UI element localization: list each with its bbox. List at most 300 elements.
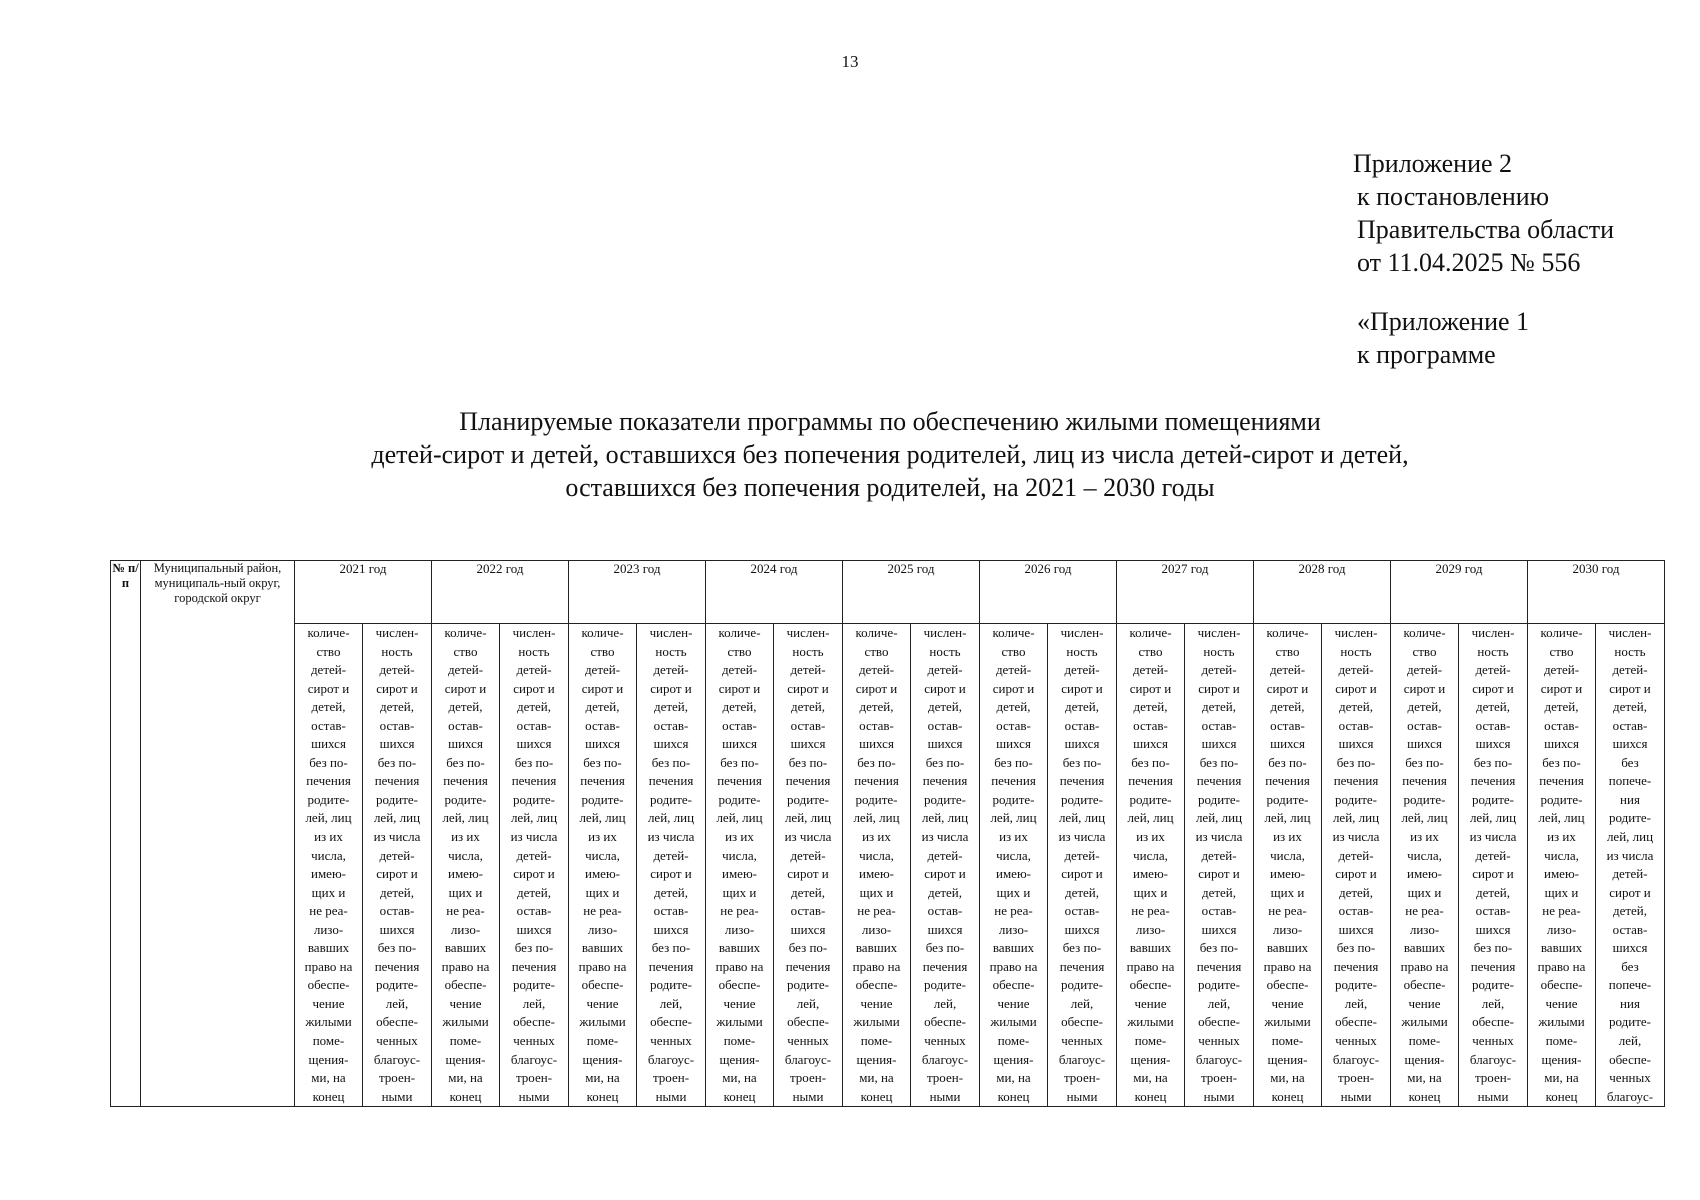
subheader-line: сирот и [650, 866, 692, 882]
subheader-line: лизо- [724, 921, 755, 937]
subheader-line: сирот и [1198, 680, 1240, 696]
subheader-line: лей, лиц [647, 810, 695, 826]
subheader-line: конец [1271, 1088, 1304, 1104]
subheader-number-provided [1596, 624, 1665, 1107]
subheader-line: количе- [1266, 625, 1309, 640]
subheader-line: числа, [585, 847, 620, 863]
subheader-line: детей- [927, 662, 963, 678]
subheader-line: вавших [1129, 940, 1172, 956]
subheader-line: обеспе- [307, 977, 350, 993]
subheader-line: ство [1001, 643, 1026, 659]
year-header: 2028 год [1254, 561, 1391, 624]
subheader-line: из числа [1469, 829, 1517, 845]
subheader-line: количе- [444, 625, 487, 640]
subheader-line: числен- [1334, 625, 1378, 640]
subheader-line: печения [1059, 773, 1105, 789]
subheader-line: без по- [1131, 754, 1170, 770]
subheader-line: родите- [1609, 810, 1651, 826]
subheader-line: вавших [718, 940, 761, 956]
subheader-line: не реа- [1268, 903, 1307, 919]
subheader-line: чение [860, 995, 893, 1011]
subheader-line: поме- [997, 1033, 1030, 1049]
subheader-count [706, 624, 774, 1107]
subheader-line: не реа- [994, 903, 1033, 919]
subheader-line: родите- [1472, 977, 1514, 993]
subheader-line: троен- [926, 1070, 964, 1086]
subheader-line: детей- [516, 847, 552, 863]
subheader-line: щения- [1541, 1051, 1582, 1067]
column-number-header: № п/п [111, 561, 141, 1107]
subheader-line: не реа- [1405, 903, 1444, 919]
subheader-line: родите- [1335, 977, 1377, 993]
subheader-line: троен- [652, 1070, 690, 1086]
subheader-line: без по- [309, 754, 348, 770]
subheader-line: родите- [924, 791, 966, 807]
subheader-line: без по- [1542, 754, 1581, 770]
subheader-line: детей, [1612, 699, 1648, 715]
subheader-line: остав- [1475, 717, 1511, 733]
subheader-number-provided [911, 624, 980, 1107]
subheader-line: печения [922, 773, 968, 789]
subheader-line: шихся [1133, 736, 1168, 752]
subheader-line: попече- [1608, 977, 1652, 993]
subheader-line: лизо- [313, 921, 344, 937]
subheader-line: ченных [787, 1033, 829, 1049]
subheader-line: остав- [1201, 903, 1237, 919]
subheader-line: без по- [857, 754, 896, 770]
subheader-line: лей, [1344, 995, 1368, 1011]
column-region-header: Муниципальный район, муниципаль-ный округ, городской округ [141, 561, 295, 1107]
subheader-line: поме- [1545, 1033, 1578, 1049]
subheader-line: имею- [1133, 866, 1168, 882]
year-header: 2029 год [1391, 561, 1528, 624]
subheader-line: не реа- [446, 903, 485, 919]
subheader-line: сирот и [924, 866, 966, 882]
subheader-line: лей, лиц [1264, 810, 1311, 826]
subheader-line: шихся [1612, 736, 1648, 752]
subheader-line: ными [929, 1088, 961, 1104]
subheader-line: благоус- [921, 1051, 969, 1067]
subheader-line: без по- [720, 754, 759, 770]
subheader-line: шихся [653, 921, 689, 937]
subheader-line: троен- [789, 1070, 827, 1086]
subheader-line: конец [997, 1088, 1030, 1104]
subheader-line: лей, лиц [1332, 810, 1380, 826]
subheader-line: лей, лиц [990, 810, 1037, 826]
subheader-line: из числа [373, 829, 421, 845]
subheader-line: обеспе- [1335, 1014, 1377, 1030]
subheader-line: ными [518, 1088, 550, 1104]
subheader-line: без по- [377, 940, 417, 956]
subheader-line: право на [989, 958, 1038, 974]
subheader-line: обеспе- [855, 977, 898, 993]
subheader-line: родите- [376, 791, 418, 807]
subheader-line: сирот и [787, 680, 829, 696]
subheader-line: детей- [1064, 847, 1100, 863]
subheader-line: поме- [1408, 1033, 1441, 1049]
subheader-line: поме- [449, 1033, 482, 1049]
subheader-line: детей- [721, 662, 758, 678]
subheader-line: детей- [1338, 662, 1374, 678]
subheader-line: без по- [1336, 940, 1376, 956]
subheader-line: ность [1203, 643, 1235, 659]
subheader-line: сирот и [1061, 680, 1103, 696]
subheader-line: детей, [1407, 699, 1442, 715]
subheader-line: числа, [1270, 847, 1305, 863]
subheader-line: вавших [581, 940, 624, 956]
subheader-line: остав- [1064, 903, 1100, 919]
subheader-line: детей, [1338, 699, 1374, 715]
subheader-line: ными [655, 1088, 687, 1104]
subheader-line: ными [1340, 1088, 1372, 1104]
subheader-line: обеспе- [513, 1014, 555, 1030]
subheader-count [1391, 624, 1459, 1107]
subheader-line: не реа- [720, 903, 759, 919]
subheader-line: детей, [1338, 884, 1374, 900]
subheader-line: числен- [1471, 625, 1515, 640]
subheader-line: сирот и [992, 680, 1035, 696]
subheader-line: сирот и [444, 680, 487, 696]
subheader-line: обеспе- [650, 1014, 692, 1030]
appendix-line: к программе [1357, 340, 1496, 369]
subheader-line: троен- [1474, 1070, 1512, 1086]
subheader-line: щих и [1133, 884, 1168, 900]
subheader-line: лизо- [587, 921, 618, 937]
subheader-count [980, 624, 1048, 1107]
subheader-line: количе- [1129, 625, 1172, 640]
subheader-line: сирот и [1609, 680, 1651, 696]
subheader-line: ми, на [722, 1070, 757, 1086]
subheader-line: имею- [585, 866, 620, 882]
subheader-line: из числа [1195, 829, 1243, 845]
subheader-line: благоус- [1606, 1088, 1654, 1104]
subheader-line: шихся [1201, 921, 1237, 937]
subheader-line: шихся [790, 921, 826, 937]
document-title [230, 405, 1550, 504]
subheader-line: без по- [1199, 754, 1239, 770]
subheader-line: вавших [1540, 940, 1583, 956]
subheader-line: шихся [1201, 736, 1237, 752]
subheader-line: печения [854, 773, 899, 789]
subheader-line: остав- [1475, 903, 1511, 919]
year-header: 2024 год [706, 561, 843, 624]
subheader-line: лей, лиц [373, 810, 421, 826]
subheader-line: печения [1196, 773, 1242, 789]
subheader-line: шихся [516, 736, 552, 752]
subheader-line: шихся [1064, 736, 1100, 752]
subheader-line: лей, [796, 995, 820, 1011]
subheader-line: конец [860, 1088, 893, 1104]
subheader-line: шихся [1270, 736, 1305, 752]
subheader-line: не реа- [1131, 903, 1170, 919]
subheader-line: обеспе- [787, 1014, 829, 1030]
subheader-line: лей, [1618, 1033, 1642, 1049]
subheader-line: благоус- [1332, 1051, 1380, 1067]
subheader-line: щения- [308, 1051, 349, 1067]
subheader-line: без по- [925, 940, 965, 956]
subheader-line: ченных [1472, 1033, 1514, 1049]
subheader-line: детей- [790, 662, 826, 678]
subheader-line: ными [1477, 1088, 1509, 1104]
subheader-line: конец [1408, 1088, 1441, 1104]
subheader-line: детей, [379, 884, 415, 900]
subheader-line: сирот и [718, 680, 761, 696]
subheader-line: щения- [1130, 1051, 1171, 1067]
subheader-line: сирот и [1335, 680, 1377, 696]
subheader-line: печения [1539, 773, 1584, 789]
subheader-line: родите- [650, 977, 692, 993]
subheader-line: лей, лиц [579, 810, 626, 826]
subheader-line: щих и [996, 884, 1031, 900]
appendix-line: к постановлению [1357, 182, 1550, 211]
subheader-line: щения- [1404, 1051, 1445, 1067]
subheader-line: родите- [1540, 791, 1583, 807]
subheader-line: жилыми [305, 1014, 352, 1030]
subheader-line: благоус- [1195, 1051, 1243, 1067]
subheader-count [1254, 624, 1322, 1107]
subheader-line: остав- [516, 903, 552, 919]
subheader-line: вавших [444, 940, 487, 956]
subheader-line: числен- [375, 625, 419, 640]
subheader-line: поме- [1134, 1033, 1167, 1049]
subheader-line: не реа- [857, 903, 896, 919]
subheader-line: без по- [651, 940, 691, 956]
subheader-line: ными [1066, 1088, 1098, 1104]
subheader-line: ми, на [1544, 1070, 1579, 1086]
subheader-line: родите- [1061, 791, 1103, 807]
subheader-line: ченных [1609, 1070, 1651, 1086]
subheader-line: имею- [1407, 866, 1442, 882]
subheader-line: без по- [514, 940, 554, 956]
subheader-line: детей- [310, 662, 347, 678]
subheader-line: имею- [996, 866, 1031, 882]
subheader-line: детей, [996, 699, 1031, 715]
subheader-line: чение [586, 995, 619, 1011]
subheader-line: остав- [311, 717, 346, 733]
subheader-line: без по- [583, 754, 622, 770]
subheader-line: печения [374, 773, 420, 789]
subheader-line: поме- [312, 1033, 345, 1049]
subheader-line: родите- [1198, 791, 1240, 807]
subheader-line: шихся [1544, 736, 1579, 752]
subheader-line: шихся [448, 736, 483, 752]
subheader-line: щения- [1267, 1051, 1308, 1067]
subheader-line: остав- [790, 903, 826, 919]
subheader-line: детей, [585, 699, 620, 715]
subheader-line: детей- [927, 847, 963, 863]
subheader-line: сирот и [581, 680, 624, 696]
subheader-line: детей- [1201, 662, 1237, 678]
subheader-line: вавших [992, 940, 1035, 956]
subheader-line: из их [999, 829, 1028, 845]
subheader-line: сирот и [1609, 884, 1651, 900]
subheader-count [1528, 624, 1596, 1107]
subheader-line: печения [374, 958, 420, 974]
subheader-line: лизо- [1409, 921, 1440, 937]
subheader-line: детей, [1544, 699, 1579, 715]
subheader-line: лизо- [450, 921, 481, 937]
subheader-line: детей- [790, 847, 826, 863]
subheader-line: родите- [924, 977, 966, 993]
subheader-line: ность [381, 643, 413, 659]
subheader-line: детей, [1064, 884, 1100, 900]
subheader-line: без по- [994, 754, 1033, 770]
subheader-line: остав- [516, 717, 552, 733]
subheader-line: ство [1138, 643, 1163, 659]
subheader-line: печения [648, 958, 694, 974]
subheader-line: без по- [446, 754, 485, 770]
subheader-line: ность [518, 643, 550, 659]
subheader-line: ство [1549, 643, 1574, 659]
subheader-line: детей- [1612, 866, 1648, 882]
subheader-line: лей, лиц [716, 810, 763, 826]
subheader-count [1117, 624, 1185, 1107]
subheader-line: лей, лиц [1401, 810, 1448, 826]
subheader-line: количе- [1403, 625, 1446, 640]
subheader-line: детей, [653, 884, 689, 900]
subheader-line: шихся [790, 736, 826, 752]
subheader-line: ство [590, 643, 615, 659]
subheader-line: чение [449, 995, 482, 1011]
subheader-line: лей, лиц [921, 810, 969, 826]
subheader-line: ми, на [996, 1070, 1031, 1086]
subheader-line: количе- [307, 625, 350, 640]
subheader-line: числа, [1133, 847, 1168, 863]
subheader-line: печения [648, 773, 694, 789]
subheader-line: шихся [379, 921, 415, 937]
subheader-line: шихся [1475, 736, 1511, 752]
subheader-line: количе- [718, 625, 761, 640]
title-line: детей-сирот и детей, оставшихся без попечения родителей, лиц из числа детей-сирот и детей, [371, 440, 1409, 469]
subheader-line: лей, [659, 995, 683, 1011]
subheader-line: ство [727, 643, 752, 659]
subheader-line: благоус- [510, 1051, 558, 1067]
subheader-line: детей- [1543, 662, 1580, 678]
subheader-line: детей, [1201, 884, 1237, 900]
subheader-line: из их [725, 829, 754, 845]
subheader-line: щих и [722, 884, 757, 900]
subheader-line: детей- [379, 662, 415, 678]
subheader-line: детей- [995, 662, 1032, 678]
subheader-line: троен- [1337, 1070, 1375, 1086]
subheader-line: ми, на [448, 1070, 483, 1086]
subheader-line: остав- [859, 717, 894, 733]
subheader-line: имею- [859, 866, 894, 882]
subheader-line: лизо- [861, 921, 892, 937]
subheader-line: попече- [1608, 773, 1652, 789]
subheader-line: щих и [585, 884, 620, 900]
subheader-line: родите- [992, 791, 1035, 807]
subheader-line: лей, лиц [784, 810, 832, 826]
subheader-line: из их [314, 829, 343, 845]
subheader-line: количе- [1540, 625, 1583, 640]
subheader-line: право на [578, 958, 627, 974]
subheader-line: чение [723, 995, 756, 1011]
subheader-line: родите- [718, 791, 761, 807]
subheader-line: детей- [447, 662, 484, 678]
subheader-line: остав- [653, 717, 689, 733]
subheader-line: щих и [1544, 884, 1579, 900]
subheader-line: без по- [514, 754, 554, 770]
appendix-block [1353, 147, 1614, 371]
subheader-line: обеспе- [1403, 977, 1446, 993]
subheader-line: остав- [585, 717, 620, 733]
subheader-line: право на [1263, 958, 1312, 974]
subheader-line: лей, [1481, 995, 1505, 1011]
subheader-line: остав- [379, 717, 415, 733]
subheader-line: обеспе- [718, 977, 761, 993]
subheader-line: из числа [1058, 829, 1106, 845]
subheader-line: из их [1136, 829, 1165, 845]
subheader-line: детей- [1064, 662, 1100, 678]
subheader-line: шихся [1612, 940, 1648, 956]
subheader-line: лей, лиц [853, 810, 900, 826]
subheader-line: печения [1196, 958, 1242, 974]
subheader-line: детей, [516, 699, 552, 715]
subheader-line: печения [1128, 773, 1173, 789]
subheader-line: детей- [653, 847, 689, 863]
subheader-line: детей- [1132, 662, 1169, 678]
subheader-line: шихся [585, 736, 620, 752]
subheader-line: лей, [522, 995, 546, 1011]
subheader-line: чение [312, 995, 345, 1011]
subheader-line: числен- [649, 625, 693, 640]
subheader-line: жилыми [1401, 1014, 1448, 1030]
subheader-line: ными [381, 1088, 413, 1104]
subheader-line: щих и [1270, 884, 1305, 900]
subheader-line: щения- [445, 1051, 486, 1067]
subheader-line: детей, [1475, 699, 1511, 715]
subheader-line: без по- [1336, 754, 1376, 770]
subheader-line: из числа [921, 829, 969, 845]
subheader-number-provided [774, 624, 843, 1107]
subheader-line: печения [580, 773, 625, 789]
subheader-line: не реа- [309, 903, 348, 919]
subheader-line: из их [862, 829, 891, 845]
subheader-count [569, 624, 637, 1107]
subheader-number-provided [363, 624, 432, 1107]
subheader-line: числа, [448, 847, 483, 863]
subheader-line: троен- [1200, 1070, 1238, 1086]
subheader-line: ность [929, 643, 961, 659]
subheader-line: числа, [311, 847, 346, 863]
subheader-number-provided [1185, 624, 1254, 1107]
subheader-line: числа, [1544, 847, 1579, 863]
subheader-line: числа, [722, 847, 757, 863]
year-header: 2021 год [295, 561, 432, 624]
subheader-line: детей- [858, 662, 895, 678]
subheader-line: троен- [1063, 1070, 1101, 1086]
subheader-line: благоус- [1469, 1051, 1517, 1067]
subheader-line: числа, [1407, 847, 1442, 863]
subheader-line: детей, [1475, 884, 1511, 900]
subheader-line: лей, [385, 995, 409, 1011]
subheader-line: обеспе- [581, 977, 624, 993]
subheader-line: вавших [855, 940, 898, 956]
subheader-line: ность [1477, 643, 1509, 659]
subheader-line: ния [1620, 791, 1640, 807]
subheader-line: право на [1537, 958, 1586, 974]
subheader-line: ми, на [585, 1070, 620, 1086]
subheader-line: печения [1470, 773, 1516, 789]
subheader-line: родите- [855, 791, 898, 807]
subheader-line: детей, [1612, 903, 1648, 919]
subheader-line: имею- [1270, 866, 1305, 882]
subheader-line: сирот и [1472, 866, 1514, 882]
subheader-line: родите- [650, 791, 692, 807]
subheader-line: остав- [996, 717, 1031, 733]
subheader-line: ство [1412, 643, 1437, 659]
